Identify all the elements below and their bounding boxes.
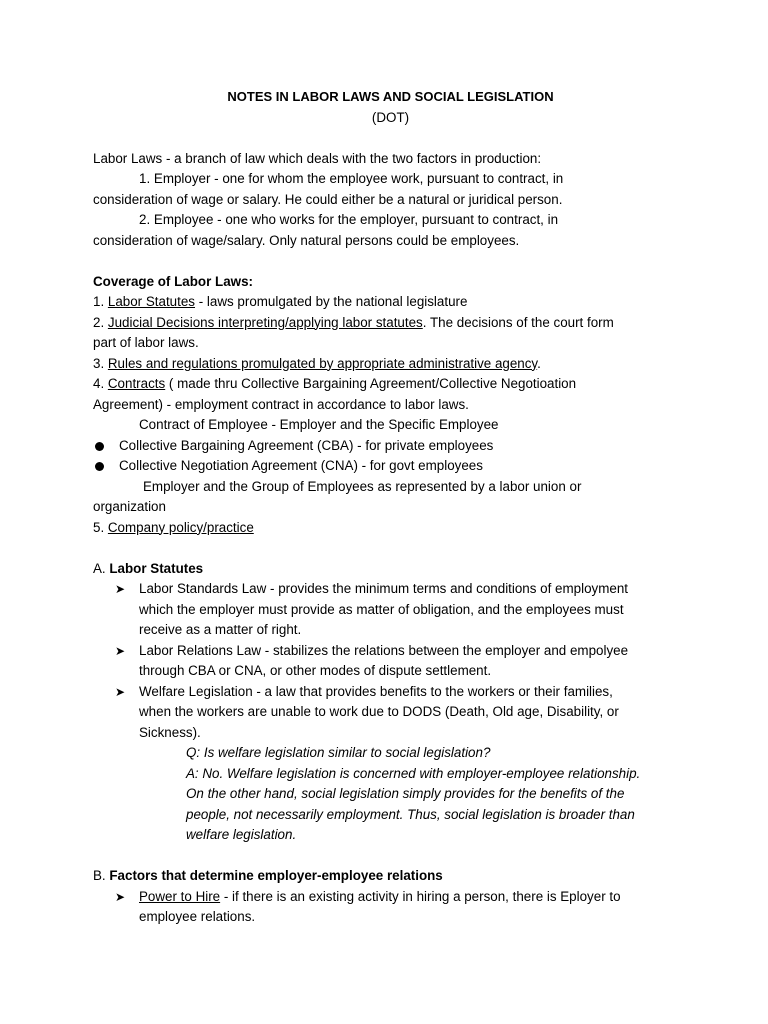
- section-a-item-1-cont2: receive as a matter of right.: [139, 622, 302, 637]
- coverage-heading: Coverage of Labor Laws:: [93, 273, 253, 289]
- intro-line: Labor Laws - a branch of law which deals with the two factors in production:: [93, 150, 542, 166]
- coverage-item-4: 4. Contracts ( made thru Collective Bargaining Agreement/Collective Negotioation: [93, 376, 577, 391]
- power-to-hire-term: Power to Hire: [139, 888, 221, 904]
- employer-group-line: Employer and the Group of Employees as represented by a labor union or: [143, 478, 582, 494]
- arrow-bullet-icon: ➤: [115, 643, 126, 658]
- document-title: NOTES IN LABOR LAWS AND SOCIAL LEGISLATION: [227, 89, 554, 104]
- section-a-item-1: ➤ Labor Standards Law - provides the minimum terms and conditions of employment: [93, 579, 688, 600]
- bullet-cba: Collective Bargaining Agreement (CBA) - for private employees: [93, 436, 688, 457]
- section-a-item-3-cont: when the workers are unable to work due to DODS (Death, Old age, Disability, or: [139, 704, 619, 719]
- section-b-item-1: ➤ Power to Hire - if there is an existing activity in hiring a person, there is Eployer to: [93, 887, 688, 908]
- section-a-item-2: ➤ Labor Relations Law - stabilizes the relations between the employer and empolyee: [93, 641, 688, 662]
- coverage-item-2: 2. Judicial Decisions interpreting/applying labor statutes. The decisions of the court form: [93, 314, 614, 330]
- coverage-item-4-term: Contracts: [107, 376, 166, 391]
- section-a-item-3-cont2: Sickness).: [139, 724, 201, 740]
- employer-definition-cont: consideration of wage or salary. He could either be a natural or juridical person.: [93, 191, 563, 207]
- coverage-item-5-term: Company policy/practice: [107, 519, 254, 535]
- coverage-item-3: 3. Rules and regulations promulgated by appropriate administrative agency.: [93, 355, 541, 371]
- section-a-item-3: ➤ Welfare Legislation - a law that provides benefits to the workers or their families,: [93, 682, 688, 703]
- bullet-icon: [95, 462, 104, 471]
- answer-line-3: people, not necessarily employment. Thus, social legislation is broader than: [186, 806, 635, 822]
- coverage-item-1: 1. Labor Statutes - laws promulgated by the national legislature: [93, 294, 468, 309]
- contract-of-employee-line: Contract of Employee - Employer and the Specific Employee: [139, 417, 499, 432]
- coverage-item-4-cont: Agreement) - employment contract in accordance to labor laws.: [93, 396, 469, 412]
- employee-definition-cont: consideration of wage/salary. Only natural persons could be employees.: [93, 232, 520, 248]
- arrow-bullet-icon: ➤: [115, 684, 126, 699]
- employee-definition: 2. Employee - one who works for the employer, pursuant to contract, in: [139, 212, 559, 227]
- answer-line-4: welfare legislation.: [186, 827, 297, 842]
- section-b-item-1-cont: employee relations.: [139, 909, 256, 924]
- section-a-item-1-cont: which the employer must provide as matter of obligation, and the employees must: [139, 601, 624, 617]
- document-subtitle: (DOT): [371, 109, 410, 125]
- answer-line-2: On the other hand, social legislation simply provides for the benefits of the: [186, 786, 625, 801]
- section-a-heading: A. Labor Statutes: [93, 560, 204, 576]
- bullet-icon: [95, 442, 104, 451]
- coverage-item-2-term: Judicial Decisions interpreting/applying labor statutes: [107, 314, 423, 330]
- coverage-item-2-cont: part of labor laws.: [93, 335, 199, 350]
- section-a-item-2-cont: through CBA or CNA, or other modes of dispute settlement.: [139, 663, 492, 678]
- coverage-item-1-term: Labor Statutes: [107, 294, 195, 309]
- coverage-item-3-term: Rules and regulations promulgated by appropriate administrative agency: [107, 355, 538, 371]
- section-b-heading: B. Factors that determine employer-employee relations: [93, 868, 443, 883]
- question-line: Q: Is welfare legislation similar to social legislation?: [186, 745, 491, 760]
- arrow-bullet-icon: ➤: [115, 889, 126, 904]
- coverage-item-5: 5. Company policy/practice: [93, 519, 254, 535]
- employer-definition: 1. Employer - one for whom the employee work, pursuant to contract, in: [139, 171, 564, 186]
- employer-group-line-cont: organization: [93, 499, 166, 514]
- arrow-bullet-icon: ➤: [115, 582, 126, 596]
- bullet-cna: Collective Negotiation Agreement (CNA) - for govt employees: [93, 456, 688, 477]
- answer-line-1: A: No. Welfare legislation is concerned with employer-employee relationship.: [186, 765, 641, 781]
